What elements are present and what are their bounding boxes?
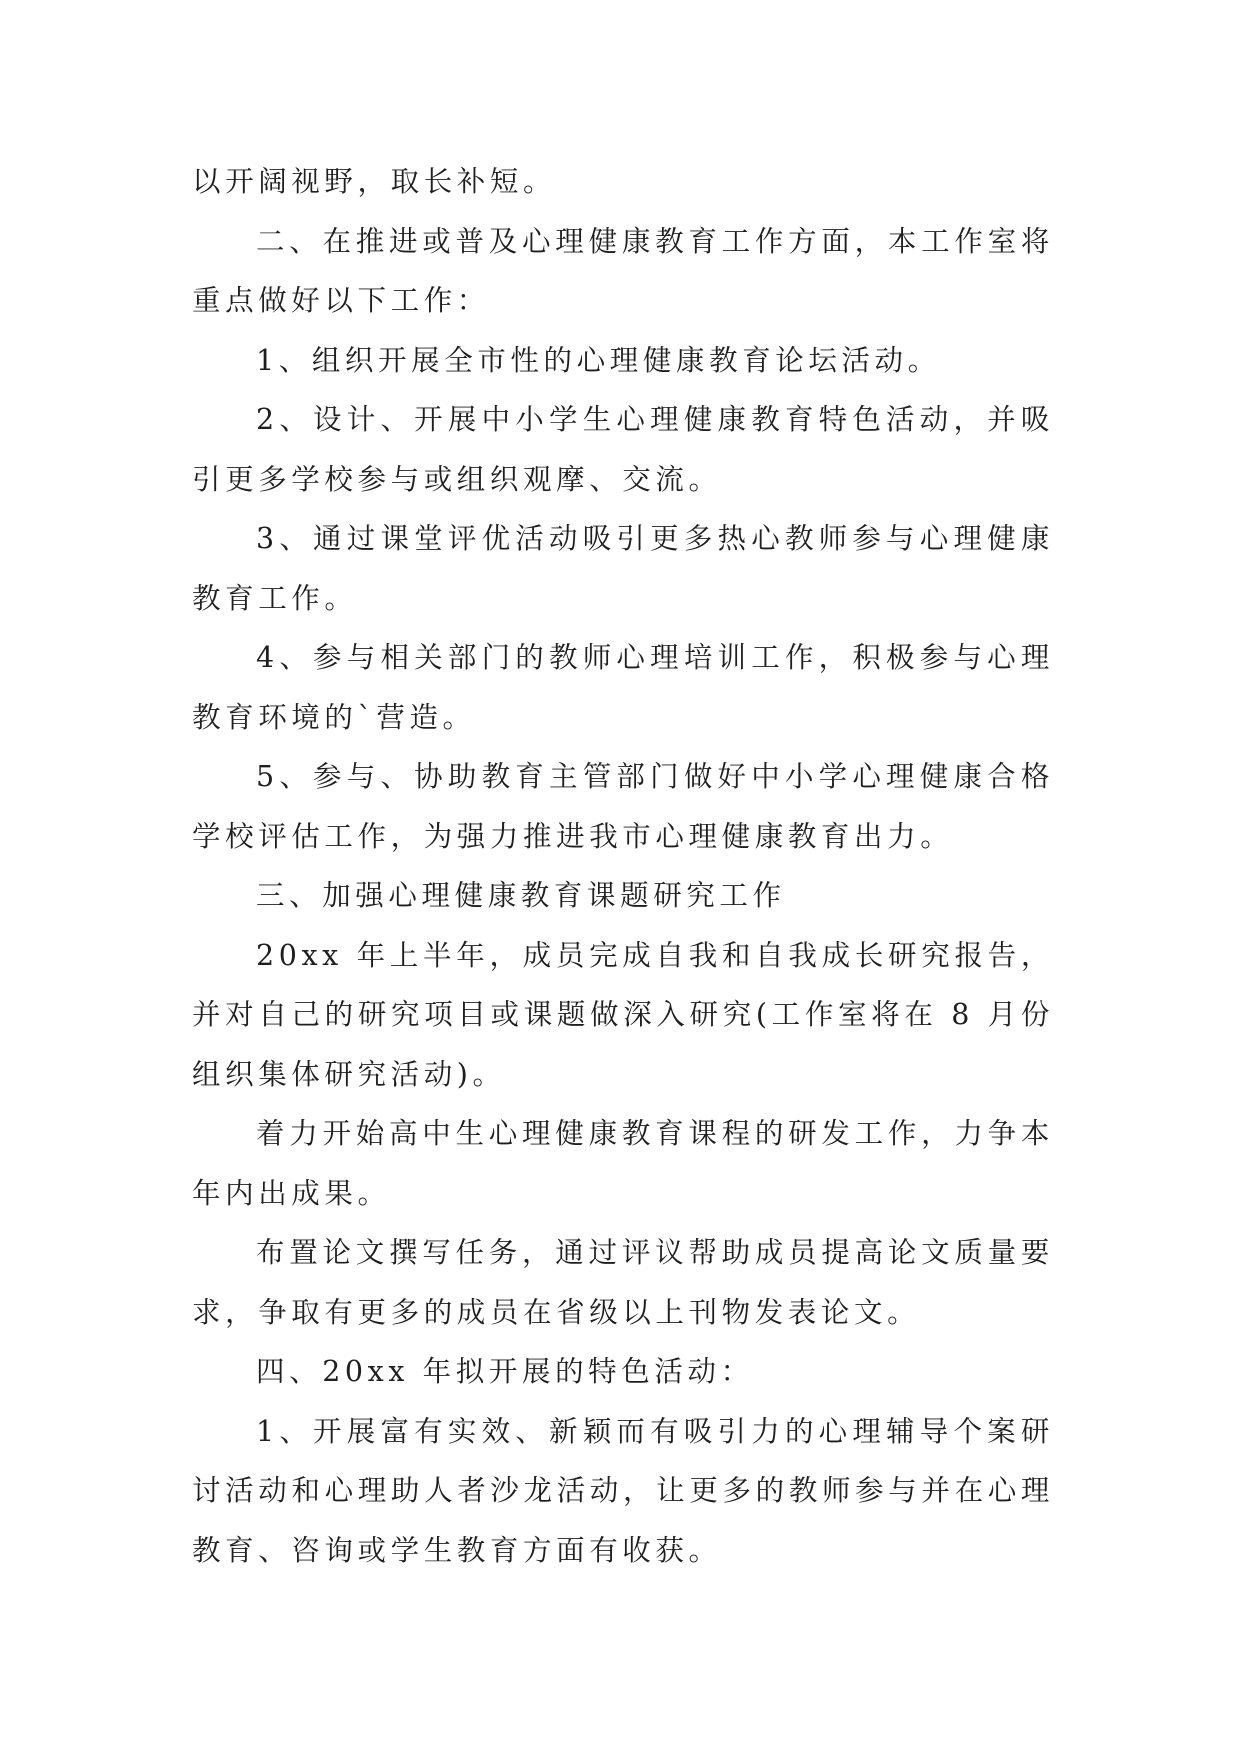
activity-item-1: 1、开展富有实效、新颖而有吸引力的心理辅导个案研讨活动和心理助人者沙龙活动，让更多的教师参与并在心理教育、咨询或学生教育方面有收获。 [192,1414,1054,1567]
list-item-4: 4、参与相关部门的教师心理培训工作，积极参与心理教育环境的`营造。 [192,641,1054,734]
paragraph-curriculum: 着力开始高中生心理健康教育课程的研发工作，力争本年内出成果。 [192,1117,1054,1210]
section-two-heading: 二、在推进或普及心理健康教育工作方面，本工作室将重点做好以下工作： [192,224,1054,317]
section-three-heading: 三、加强心理健康教育课题研究工作 [256,879,786,912]
list-item-2: 2、设计、开展中小学生心理健康教育特色活动，并吸引更多学校参与或组织观摩、交流。 [192,403,1054,496]
list-item-1: 1、组织开展全市性的心理健康教育论坛活动。 [256,343,941,377]
paragraph-continuation: 以开阔视野，取长补短。 [192,165,557,198]
paragraph-papers: 布置论文撰写任务，通过评议帮助成员提高论文质量要求，争取有更多的成员在省级以上刊物发表论文。 [192,1236,1054,1329]
document-body [192,152,1054,1580]
paragraph-research-plan: 20xx 年上半年，成员完成自我和自我成长研究报告，并对自己的研究项目或课题做深入研究(工作室将在 8 月份组织集体研究活动)。 [192,938,1054,1091]
list-item-5: 5、参与、协助教育主管部门做好中小学心理健康合格学校评估工作，为强力推进我市心理健康教育出力。 [192,760,1054,853]
list-item-3: 3、通过课堂评优活动吸引更多热心教师参与心理健康教育工作。 [192,522,1054,615]
section-four-heading: 四、20xx 年拟开展的特色活动： [256,1355,754,1388]
